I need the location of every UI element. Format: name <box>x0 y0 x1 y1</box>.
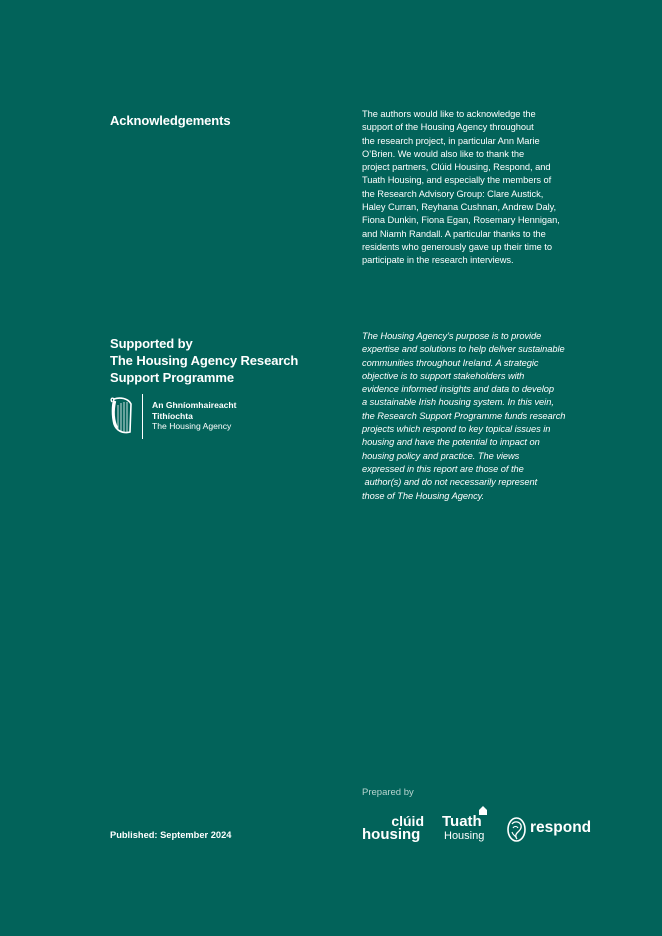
text-line: the Research Advisory Group: Clare Austick, <box>362 188 544 199</box>
text-line: objective is to support stakeholders with <box>362 370 525 381</box>
agency-name <box>152 400 237 432</box>
text-line: projects which respond to key topical issues in <box>362 424 551 435</box>
cluid-logo-top: clúid <box>391 813 424 829</box>
respond-logo-text: respond <box>530 819 592 836</box>
text-line: Haley Curran, Reyhana Cushnan, Andrew Daly, <box>362 202 557 213</box>
text-line: those of The Housing Agency. <box>362 490 485 501</box>
text-line: residents who generously gave up their time to <box>362 241 552 252</box>
text-line: housing and have the potential to impact on <box>362 437 540 448</box>
acknowledgements-heading: Acknowledgements <box>110 113 231 128</box>
agency-name-english: The Housing Agency <box>152 421 232 431</box>
text-line: housing policy and practice. The views <box>362 450 520 461</box>
text-line: expressed in this report are those of the <box>362 463 524 474</box>
tuath-logo-top: Tuath <box>442 813 482 830</box>
respond-emblem-icon <box>507 817 526 842</box>
text-line: Tuath Housing, and especially the members of <box>362 175 552 186</box>
text-line: a sustainable Irish housing system. In this vein, <box>362 397 554 408</box>
text-line: project partners, Clúid Housing, Respond, and <box>362 162 551 173</box>
agency-name-irish-2: Tithíochta <box>152 410 193 421</box>
heading-line: Support Programme <box>110 370 234 385</box>
housing-agency-statement <box>362 330 582 503</box>
text-line: The authors would like to acknowledge the <box>362 109 536 119</box>
text-line: O’Brien. We would also like to thank the <box>362 148 525 159</box>
harp-icon <box>110 396 134 436</box>
prepared-by-label: Prepared by <box>362 787 414 798</box>
housing-agency-logo <box>110 394 260 440</box>
text-line: support of the Housing Agency throughout <box>362 122 534 133</box>
text-line: Fiona Dunkin, Fiona Egan, Rosemary Hennigan, <box>362 215 560 226</box>
text-line: communities throughout Ireland. A strategic <box>362 357 539 368</box>
cluid-housing-logo <box>362 814 426 846</box>
text-line: expertise and solutions to help deliver sustainable <box>362 344 565 355</box>
tuath-housing-logo <box>442 806 492 846</box>
text-line: the research project, in particular Ann Marie <box>362 135 540 146</box>
heading-line: The Housing Agency Research <box>110 353 299 368</box>
heading-line: Supported by <box>110 336 193 351</box>
text-line: The Housing Agency’s purpose is to provide <box>362 331 542 341</box>
published-date: Published: September 2024 <box>110 830 232 840</box>
tuath-logo-bottom: Housing <box>444 830 485 842</box>
text-line: participate in the research interviews. <box>362 255 514 266</box>
agency-name-irish: An Ghníomhaireacht <box>152 400 237 410</box>
supported-heading <box>110 335 298 386</box>
respond-logo <box>507 816 602 844</box>
logo-divider <box>142 394 143 439</box>
text-line: author(s) and do not necessarily represent <box>362 477 538 488</box>
acknowledgements-text <box>362 108 582 268</box>
cluid-logo-bottom: housing <box>362 826 421 843</box>
text-line: the Research Support Programme funds research <box>362 410 566 421</box>
text-line: and Niamh Randall. A particular thanks to the <box>362 228 546 239</box>
text-line: evidence informed insights and data to develop <box>362 384 555 395</box>
